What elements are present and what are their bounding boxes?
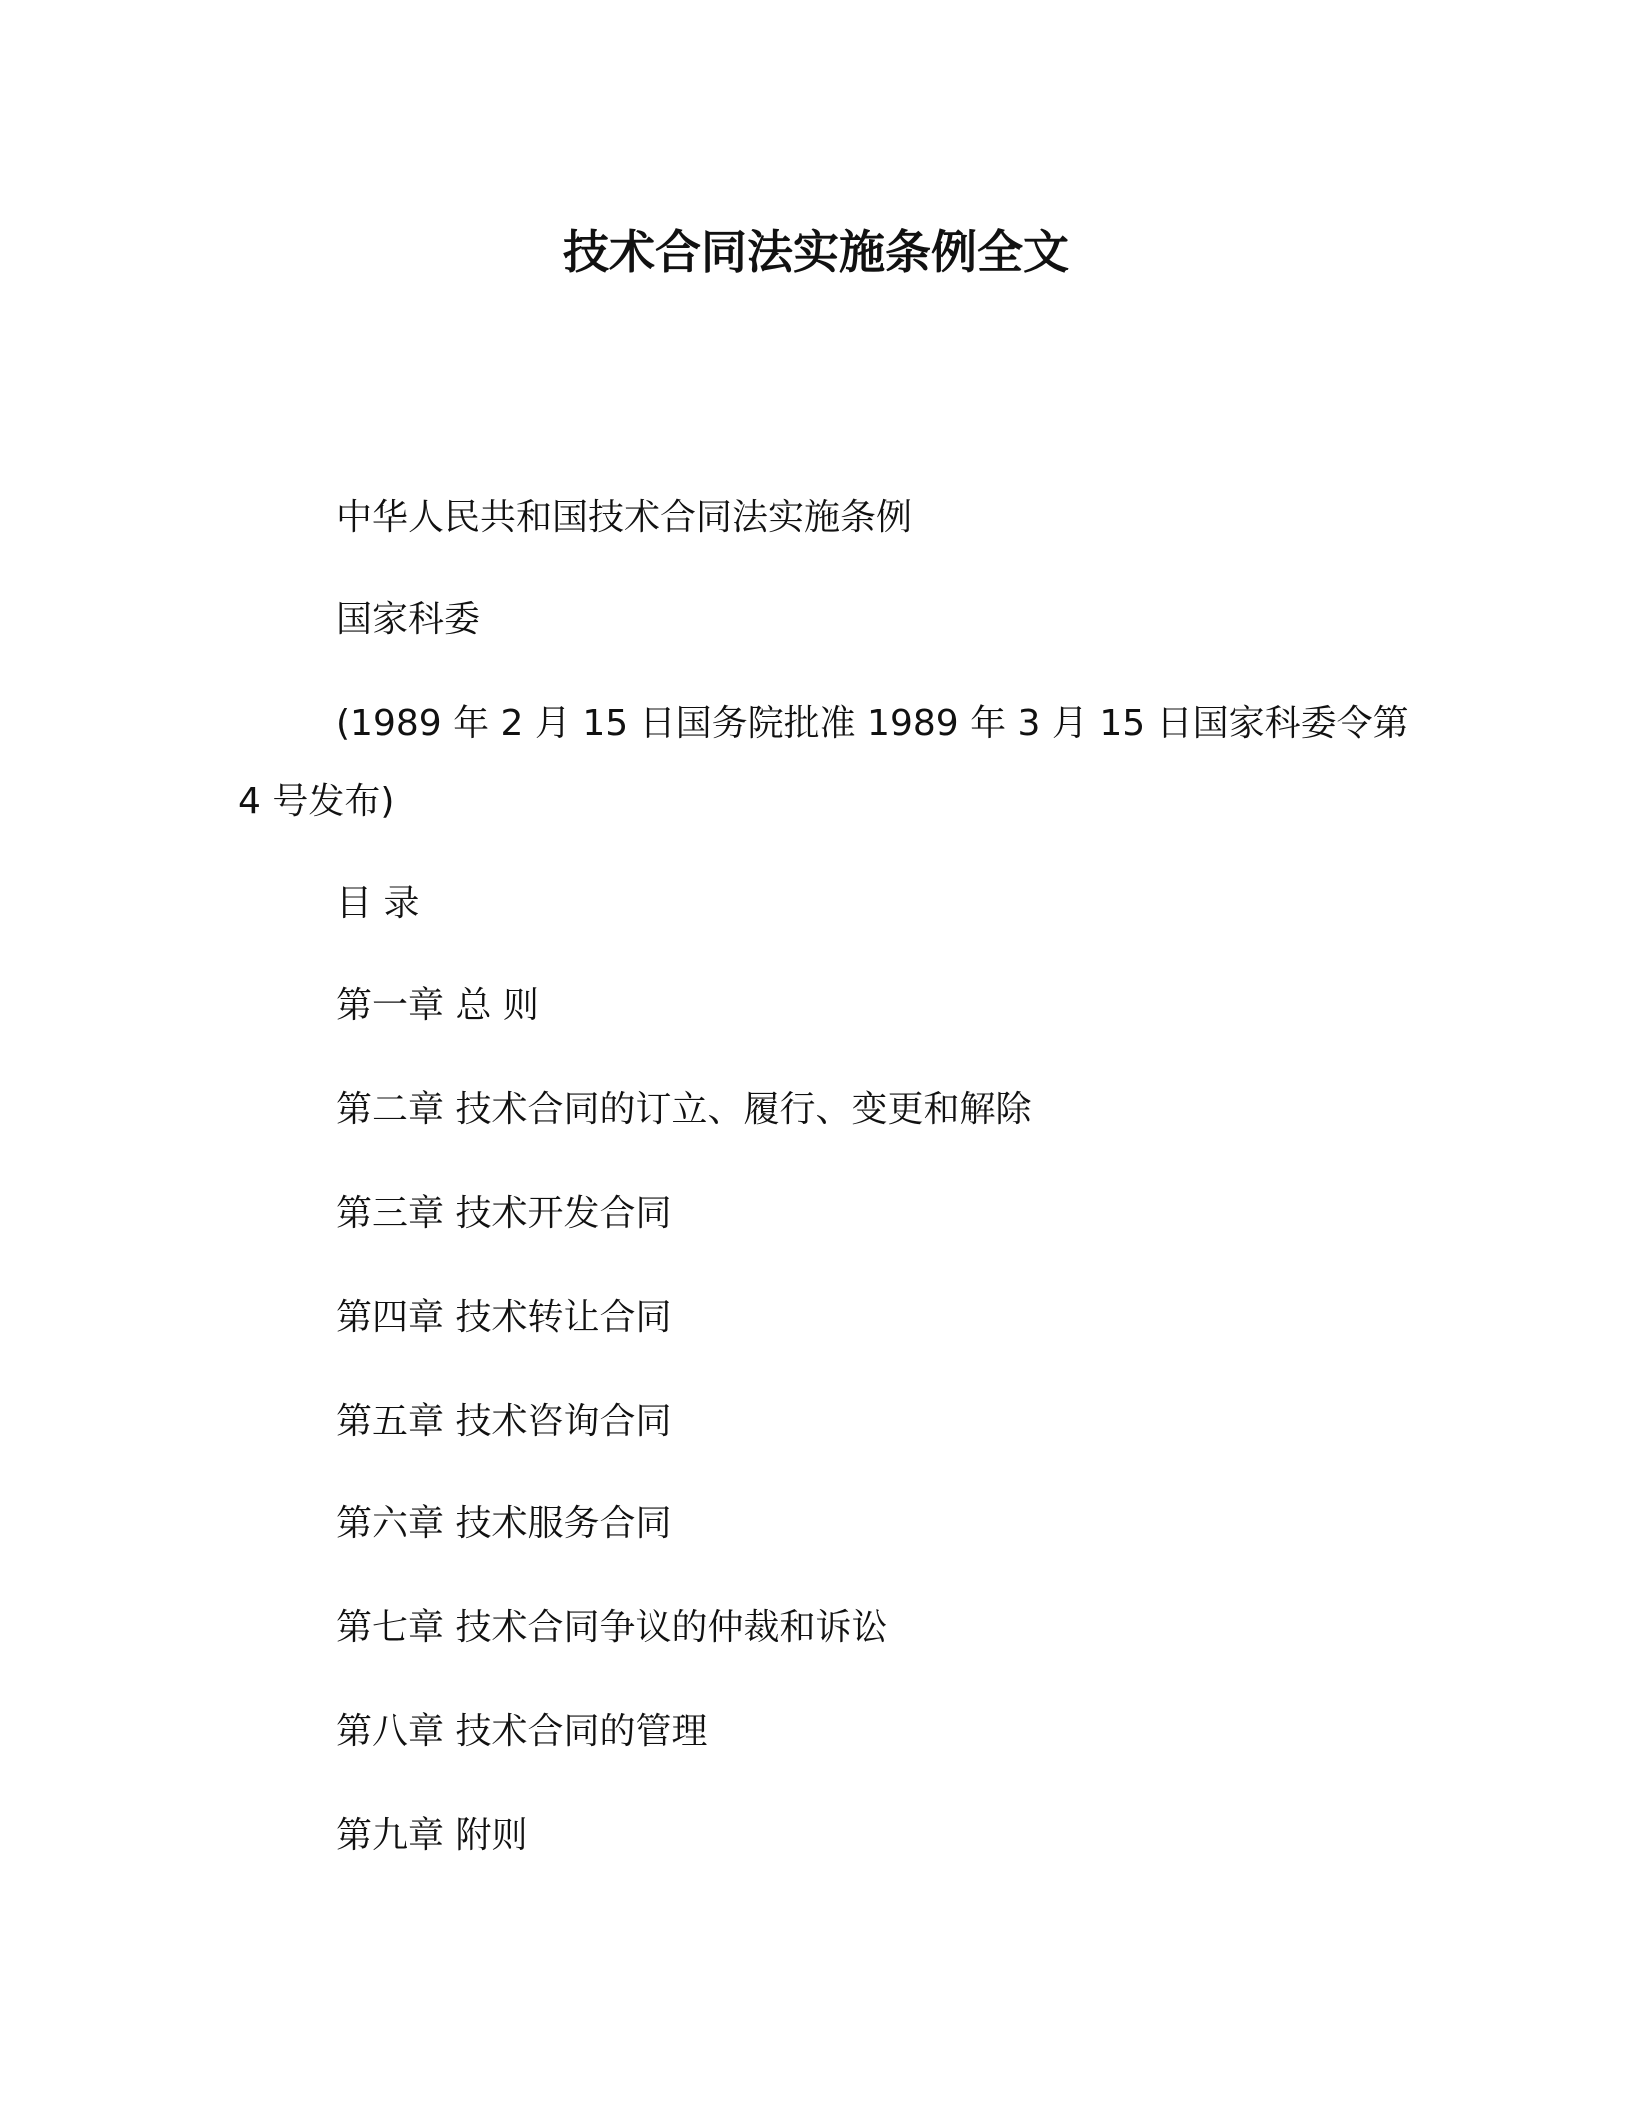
issuing-authority: 国家科委 [336,599,481,640]
toc-chapter-5: 第五章 技术咨询合同 [336,1401,672,1442]
toc-chapter-8: 第八章 技术合同的管理 [336,1711,708,1752]
toc-chapter-3: 第三章 技术开发合同 [336,1193,672,1234]
promulgation-note [238,700,1409,826]
regulation-heading: 中华人民共和国技术合同法实施条例 [336,497,913,538]
toc-chapter-1: 第一章 总 则 [336,985,539,1026]
promulgation-note-line-2: 4 号发布) [238,781,395,822]
toc-chapter-2: 第二章 技术合同的订立、履行、变更和解除 [336,1089,1032,1130]
toc-label: 目 录 [336,883,420,924]
document-title: 技术合同法实施条例全文 [563,225,1069,279]
toc-chapter-7: 第七章 技术合同争议的仲裁和诉讼 [336,1607,888,1648]
toc-chapter-6: 第六章 技术服务合同 [336,1503,672,1544]
toc-chapter-4: 第四章 技术转让合同 [336,1297,672,1338]
promulgation-note-line-1: (1989 年 2 月 15 日国务院批准 1989 年 3 月 15 日国家科委令第 [336,703,1409,744]
toc-chapter-9: 第九章 附则 [336,1815,528,1856]
